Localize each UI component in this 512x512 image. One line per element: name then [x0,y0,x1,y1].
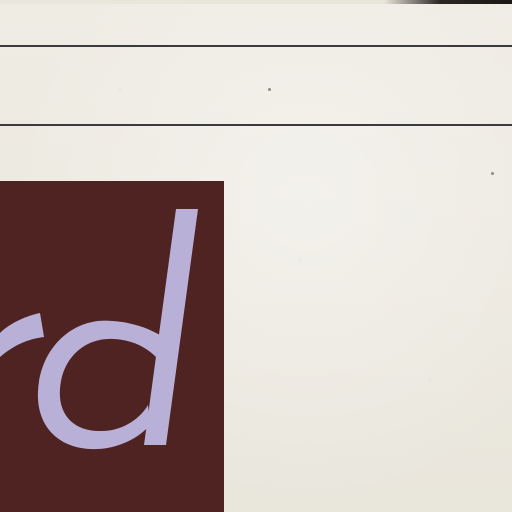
logo-letter-d-bowl [38,321,160,449]
paper-speck [268,88,271,91]
page-top-edge [0,0,512,4]
logo-letter-d-stem [144,209,198,445]
logo-letter-r [0,313,44,357]
logo-block [0,181,224,512]
paper-speck [491,172,494,175]
horizontal-rule-top [0,45,512,47]
logo-letters [0,181,224,512]
horizontal-rule-bottom [0,124,512,126]
